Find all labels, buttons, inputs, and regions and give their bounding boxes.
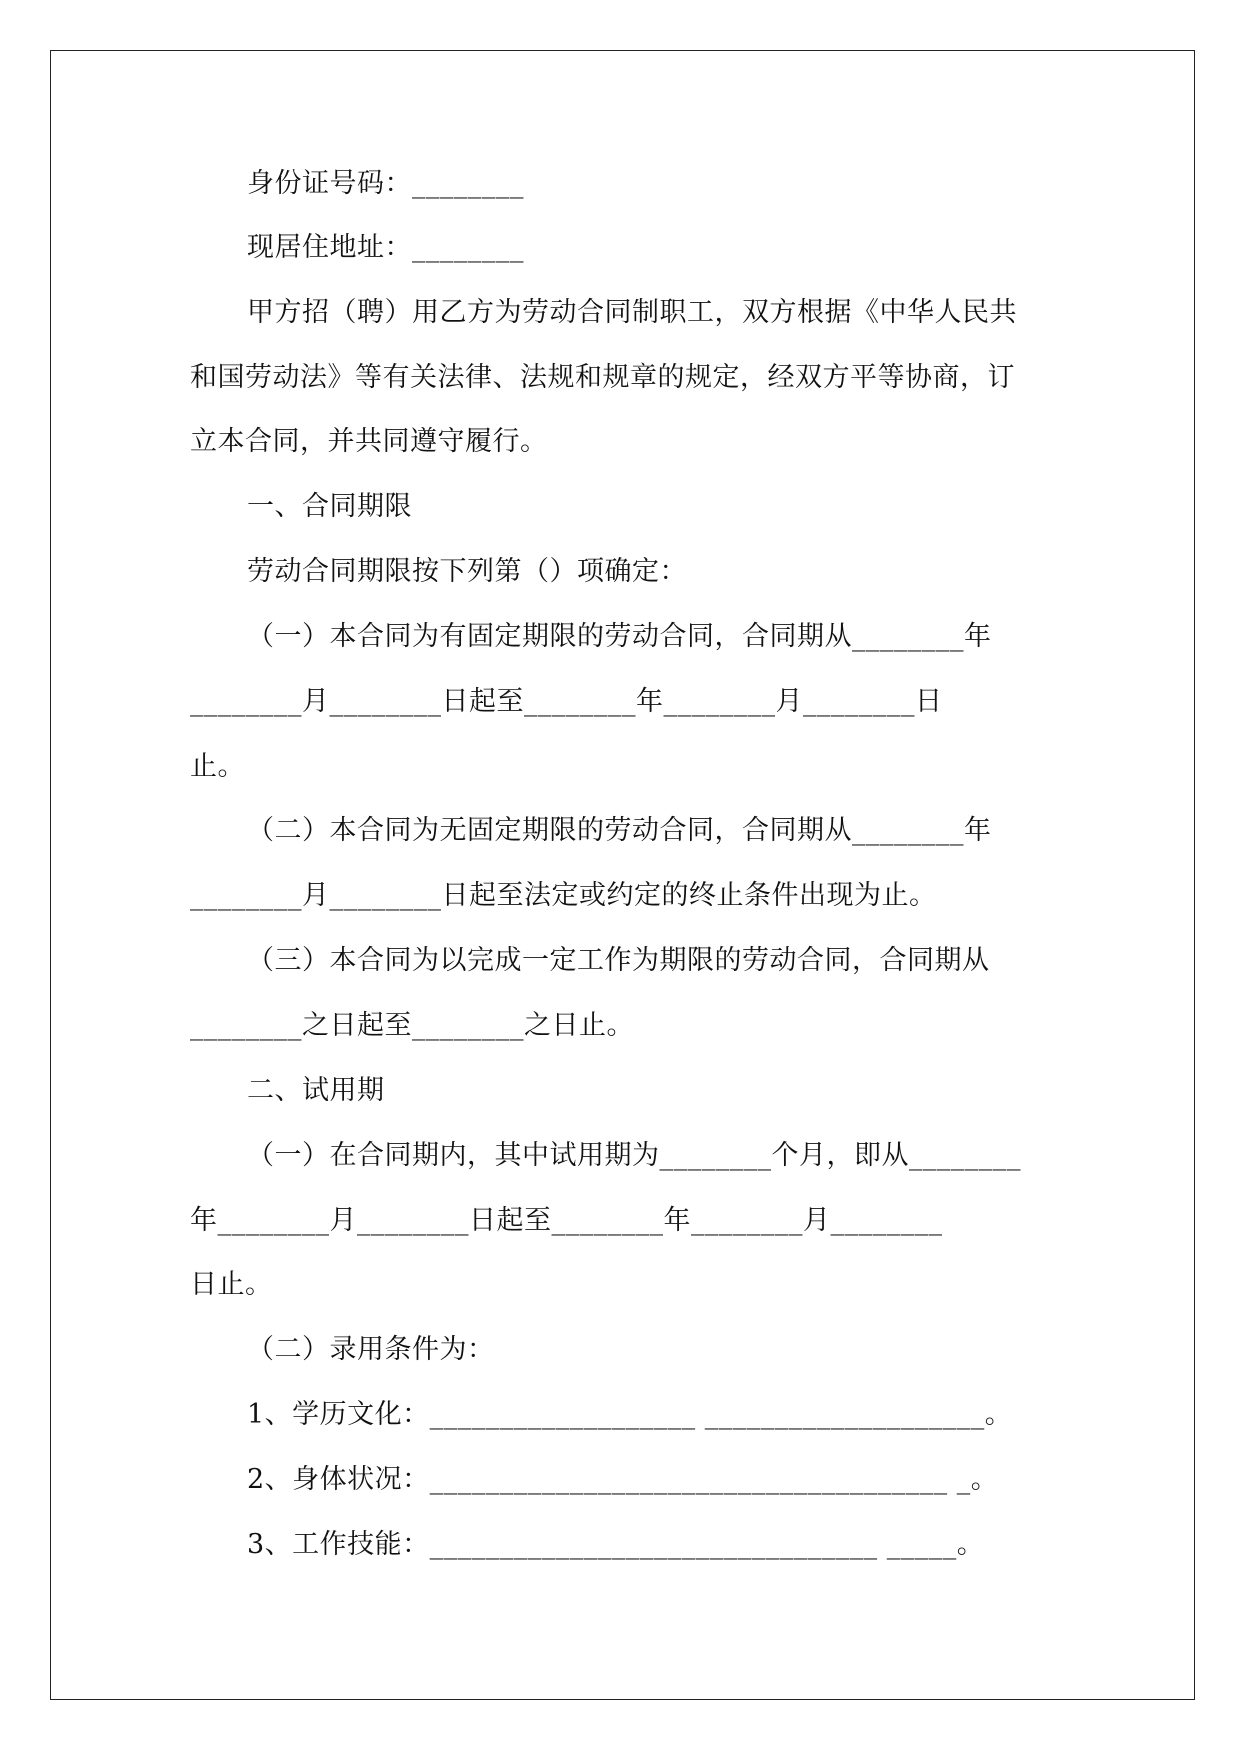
text-line-task-term-1: （三）本合同为以完成一定工作为期限的劳动合同，合同期从: [247, 945, 990, 976]
text-line-fixed-term-3: 止。: [190, 751, 245, 782]
text-line-hiring-conditions: （二）录用条件为：: [247, 1334, 495, 1365]
text-line-fixed-term-1: （一）本合同为有固定期限的劳动合同，合同期从________年: [247, 621, 992, 652]
section-heading-contract-term: 一、合同期限: [247, 491, 412, 522]
text-line-intro-1: 甲方招（聘）用乙方为劳动合同制职工，双方根据《中华人民共: [247, 297, 1017, 328]
text-line-task-term-2: ________之日起至________之日止。: [190, 1010, 634, 1041]
text-line-probation-2: 年________月________日起至________年________月________: [190, 1205, 943, 1236]
text-line-fixed-term-2: ________月________日起至________年________月________日: [190, 686, 943, 717]
text-line-open-term-1: （二）本合同为无固定期限的劳动合同，合同期从________年: [247, 815, 992, 846]
text-line-probation-1: （一）在合同期内，其中试用期为________个月，即从________: [247, 1140, 1021, 1171]
text-line-skills: 3、工作技能：________________________________ _____。: [247, 1529, 985, 1560]
text-line-term-selection: 劳动合同期限按下列第（）项确定：: [247, 556, 687, 587]
section-heading-probation: 二、试用期: [247, 1075, 385, 1106]
text-line-intro-3: 立本合同，并共同遵守履行。: [190, 426, 548, 457]
text-line-open-term-2: ________月________日起至法定或约定的终止条件出现为止。: [190, 880, 937, 911]
text-line-id-number: 身份证号码：________: [247, 168, 524, 199]
text-line-education: 1、学历文化：___________________ ____________________。: [247, 1399, 1013, 1430]
text-line-probation-3: 日止。: [190, 1269, 273, 1300]
text-line-intro-2: 和国劳动法》等有关法律、法规和规章的规定，经双方平等协商，订: [190, 362, 1015, 393]
text-line-health: 2、身体状况：_____________________________________ _。: [247, 1464, 999, 1495]
text-line-address: 现居住地址：________: [247, 232, 524, 263]
